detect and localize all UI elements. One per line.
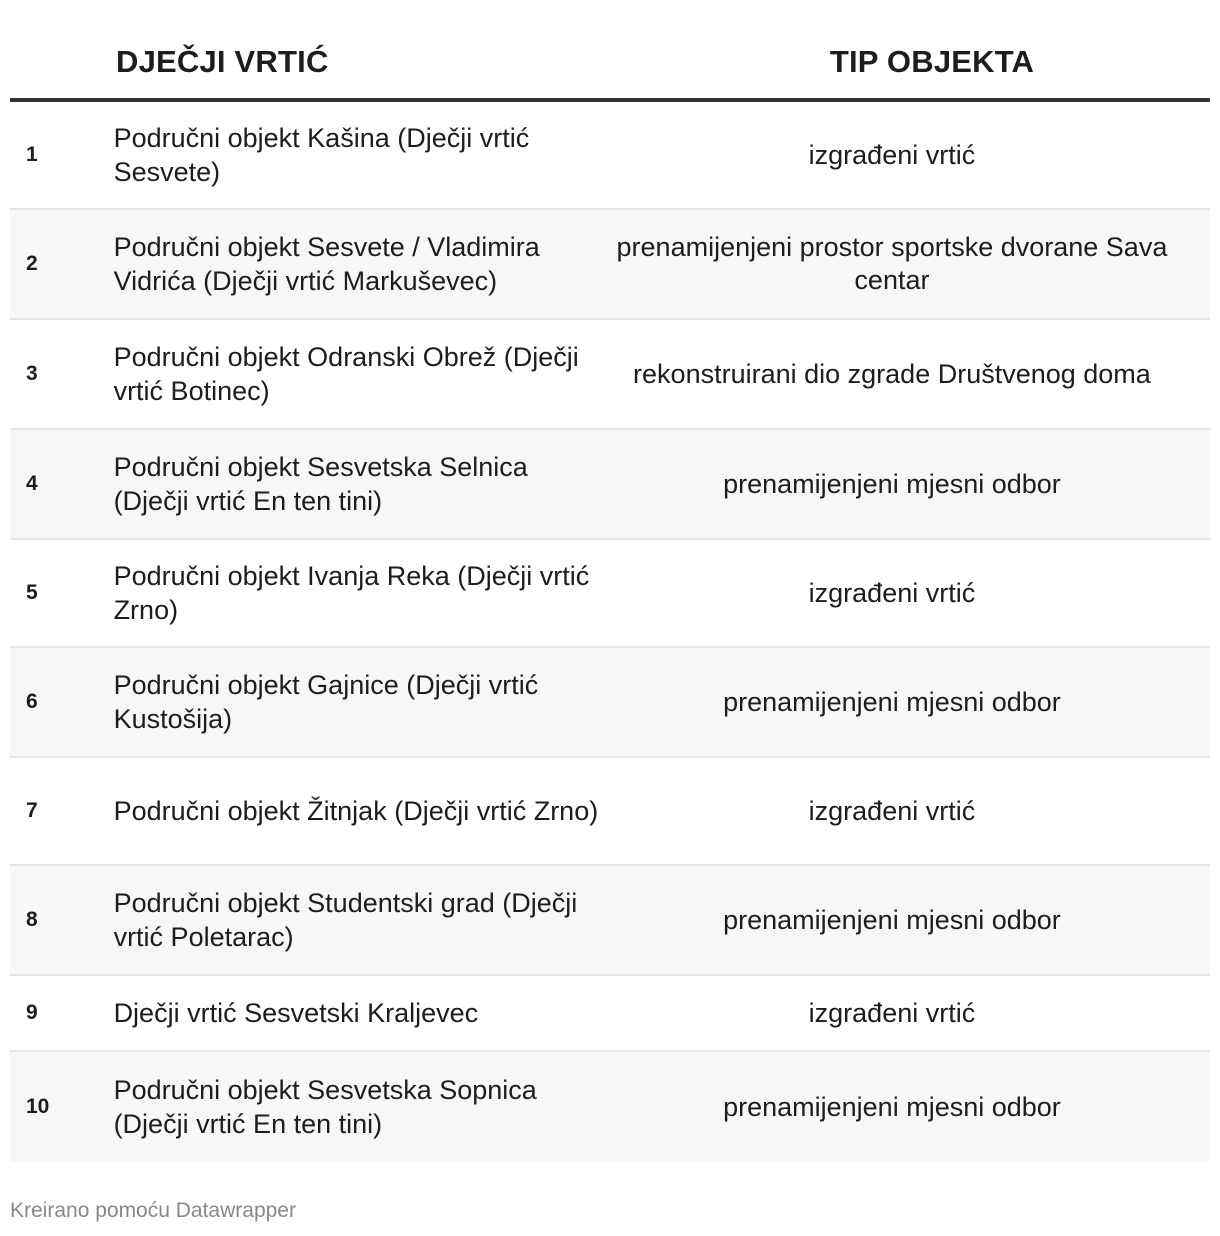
table-row (10, 976, 1210, 1052)
kindergarten-name-cell: Područni objekt Odranski Obrež (Dječji vrtić Botinec) (113, 342, 579, 406)
object-type-cell: prenamijenjeni mjesni odbor (723, 1091, 1061, 1122)
row-number: 4 (26, 472, 38, 495)
kindergarten-name-cell: Dječji vrtić Sesvetski Kraljevec (113, 998, 479, 1028)
table-body (10, 102, 1210, 1162)
object-type-cell: izgrađeni vrtić (808, 139, 976, 170)
row-number: 8 (26, 908, 38, 931)
object-type-cell: izgrađeni vrtić (808, 997, 976, 1028)
table-row (10, 540, 1210, 648)
table-row (10, 758, 1210, 866)
table-row (10, 866, 1210, 976)
row-number: 1 (26, 143, 38, 166)
kindergarten-name-cell: Područni objekt Sesvetska Selnica (Dječji vrtić En ten tini) (113, 452, 528, 516)
kindergarten-name-cell: Područni objekt Sesvete / Vladimira Vidrića (Dječji vrtić Markuševec) (113, 232, 540, 296)
kindergarten-name-cell: Područni objekt Sesvetska Sopnica (Dječji vrtić En ten tini) (113, 1075, 537, 1139)
row-number: 7 (26, 799, 38, 822)
object-type-cell: izgrađeni vrtić (808, 795, 976, 826)
kindergarten-name-cell: Područni objekt Žitnjak (Dječji vrtić Zrno) (113, 796, 599, 826)
table-row (10, 648, 1210, 758)
table-header (10, 0, 1210, 102)
table-row (10, 102, 1210, 210)
object-type-cell: prenamijenjeni prostor sportske dvorane Sava centar (616, 232, 1168, 295)
data-table (10, 0, 1210, 1162)
table-row (10, 1052, 1210, 1162)
object-type-cell: rekonstruirani dio zgrade Društvenog doma (633, 358, 1151, 389)
kindergarten-name-cell: Područni objekt Studentski grad (Dječji vrtić Poletarac) (113, 888, 578, 952)
row-number: 9 (26, 1001, 38, 1024)
column-header-kindergarten[interactable]: DJEČJI VRTIĆ (116, 44, 329, 79)
kindergarten-name-cell: Područni objekt Kašina (Dječji vrtić Sesvete) (113, 123, 530, 187)
row-number: 5 (26, 581, 38, 604)
kindergarten-name-cell: Područni objekt Gajnice (Dječji vrtić Kustošija) (113, 670, 539, 734)
object-type-cell: izgrađeni vrtić (808, 577, 976, 608)
row-number: 2 (26, 252, 38, 275)
kindergarten-name-cell: Područni objekt Ivanja Reka (Dječji vrtić Zrno) (113, 561, 590, 625)
object-type-cell: prenamijenjeni mjesni odbor (723, 468, 1061, 499)
object-type-cell: prenamijenjeni mjesni odbor (723, 686, 1061, 717)
table-row (10, 210, 1210, 320)
row-number: 6 (26, 690, 38, 713)
credit-footer: Kreirano pomoću Datawrapper (10, 1199, 296, 1222)
row-number: 10 (26, 1095, 50, 1118)
table-row (10, 320, 1210, 430)
object-type-cell: prenamijenjeni mjesni odbor (723, 904, 1061, 935)
table-row (10, 430, 1210, 540)
row-number: 3 (26, 362, 38, 385)
column-header-object-type[interactable]: TIP OBJEKTA (829, 44, 1035, 79)
